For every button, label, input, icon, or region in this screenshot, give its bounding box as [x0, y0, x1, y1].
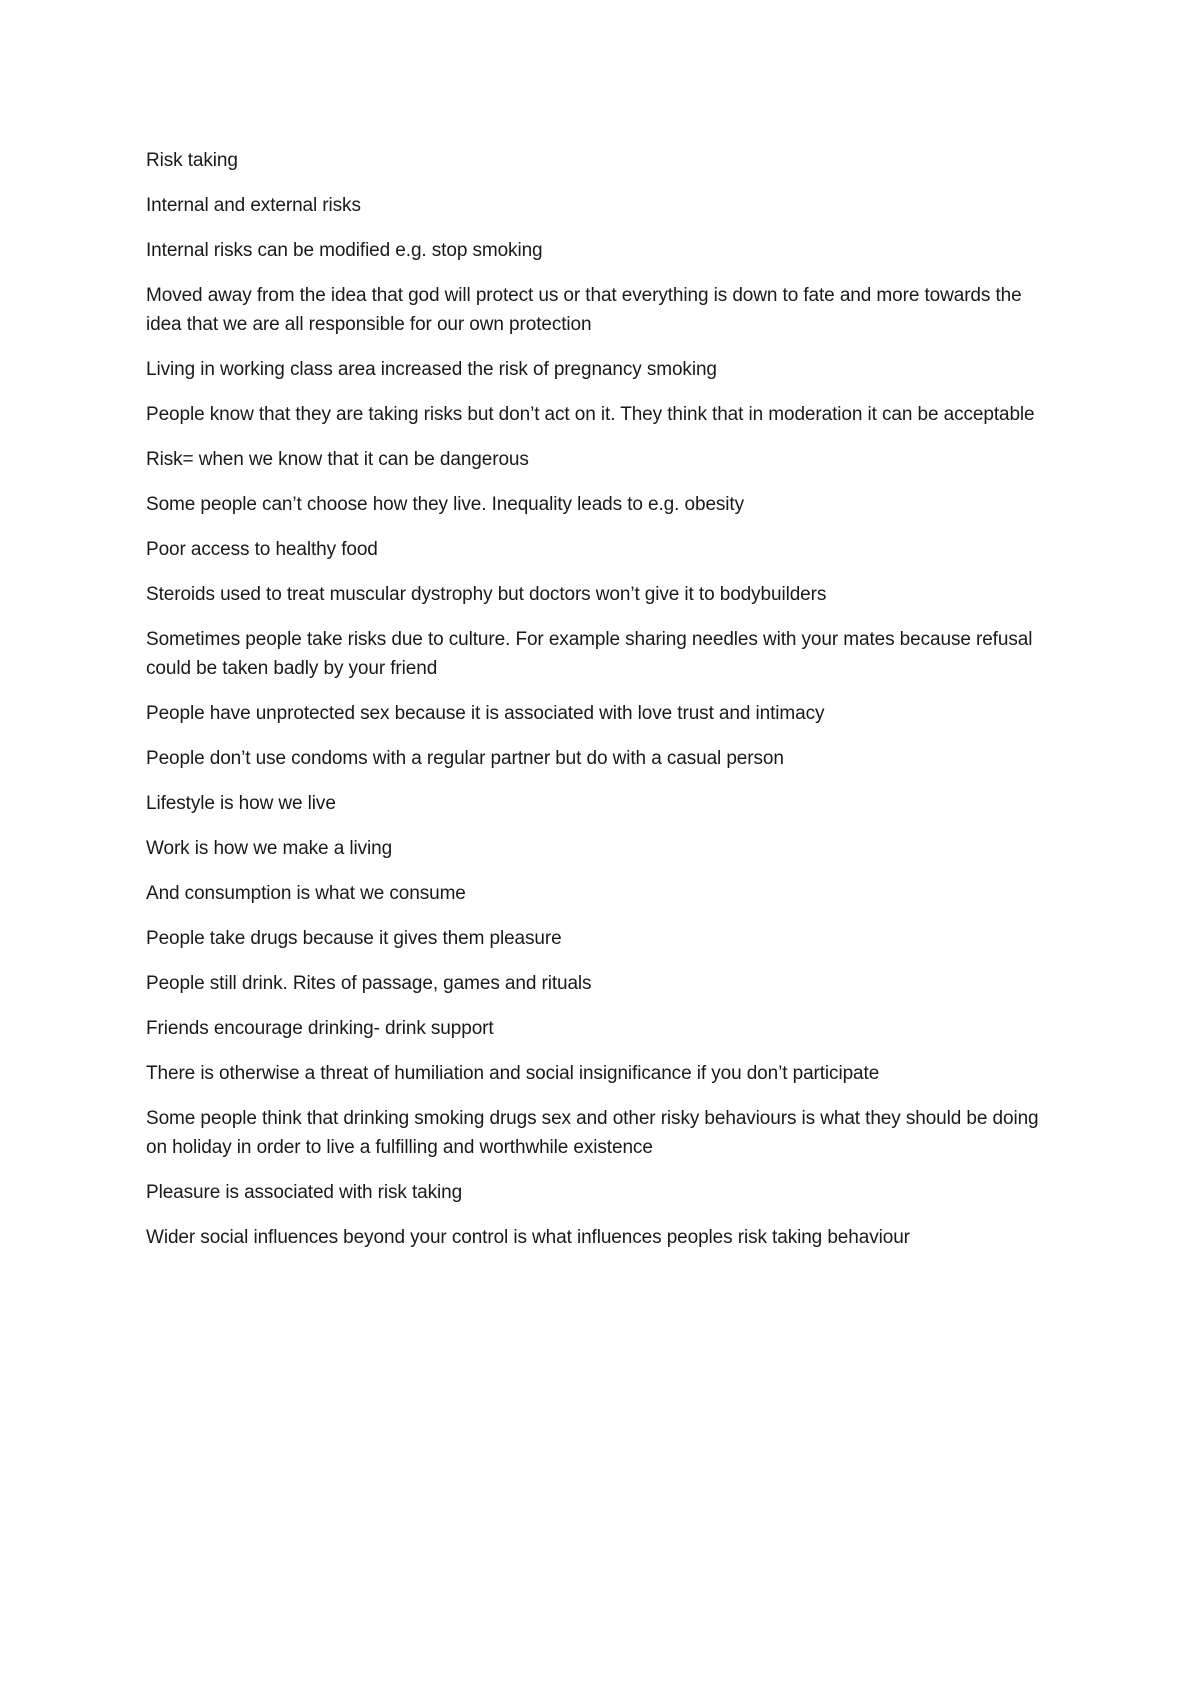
paragraph-humiliation: There is otherwise a threat of humiliation and social insignificance if you don’t participate: [146, 1063, 880, 1084]
paragraph-internal-external: Internal and external risks: [146, 195, 361, 216]
paragraph-healthy-food: Poor access to healthy food: [146, 539, 378, 560]
paragraph-holiday: Some people think that drinking smoking drugs sex and other risky behaviours is what they should be doing on holiday in order to live a fulfilling and worthwhile existence: [146, 1108, 1039, 1158]
paragraph-internal-modified: Internal risks can be modified e.g. stop smoking: [146, 240, 543, 261]
paragraph-risk-taking: Risk taking: [146, 150, 238, 171]
paragraph-culture: Sometimes people take risks due to culture. For example sharing needles with your mates because refusal could be taken badly by your friend: [146, 629, 1033, 679]
paragraph-friends-drinking: Friends encourage drinking- drink support: [146, 1018, 494, 1039]
paragraph-still-drink: People still drink. Rites of passage, games and rituals: [146, 973, 592, 994]
paragraph-risk-definition: Risk= when we know that it can be dangerous: [146, 449, 529, 470]
paragraph-work: Work is how we make a living: [146, 838, 393, 859]
paragraph-pleasure-risk: Pleasure is associated with risk taking: [146, 1182, 463, 1203]
paragraph-social-influences: Wider social influences beyond your control is what influences peoples risk taking behaviour: [146, 1227, 910, 1248]
paragraph-working-class: Living in working class area increased the risk of pregnancy smoking: [146, 359, 717, 380]
paragraph-moved-away: Moved away from the idea that god will protect us or that everything is down to fate and more towards the idea that we are all responsible for our own protection: [146, 285, 1022, 335]
paragraph-lifestyle: Lifestyle is how we live: [146, 793, 336, 814]
paragraph-people-know: People know that they are taking risks but don’t act on it. They think that in moderation it can be acceptable: [146, 404, 1035, 425]
paragraph-condoms: People don’t use condoms with a regular partner but do with a casual person: [146, 748, 784, 769]
paragraph-steroids: Steroids used to treat muscular dystrophy but doctors won’t give it to bodybuilders: [146, 584, 827, 605]
paragraph-drugs-pleasure: People take drugs because it gives them pleasure: [146, 928, 562, 949]
paragraph-inequality: Some people can’t choose how they live. Inequality leads to e.g. obesity: [146, 494, 745, 515]
paragraph-consumption: And consumption is what we consume: [146, 883, 466, 904]
paragraph-unprotected-sex: People have unprotected sex because it is associated with love trust and intimacy: [146, 703, 825, 724]
